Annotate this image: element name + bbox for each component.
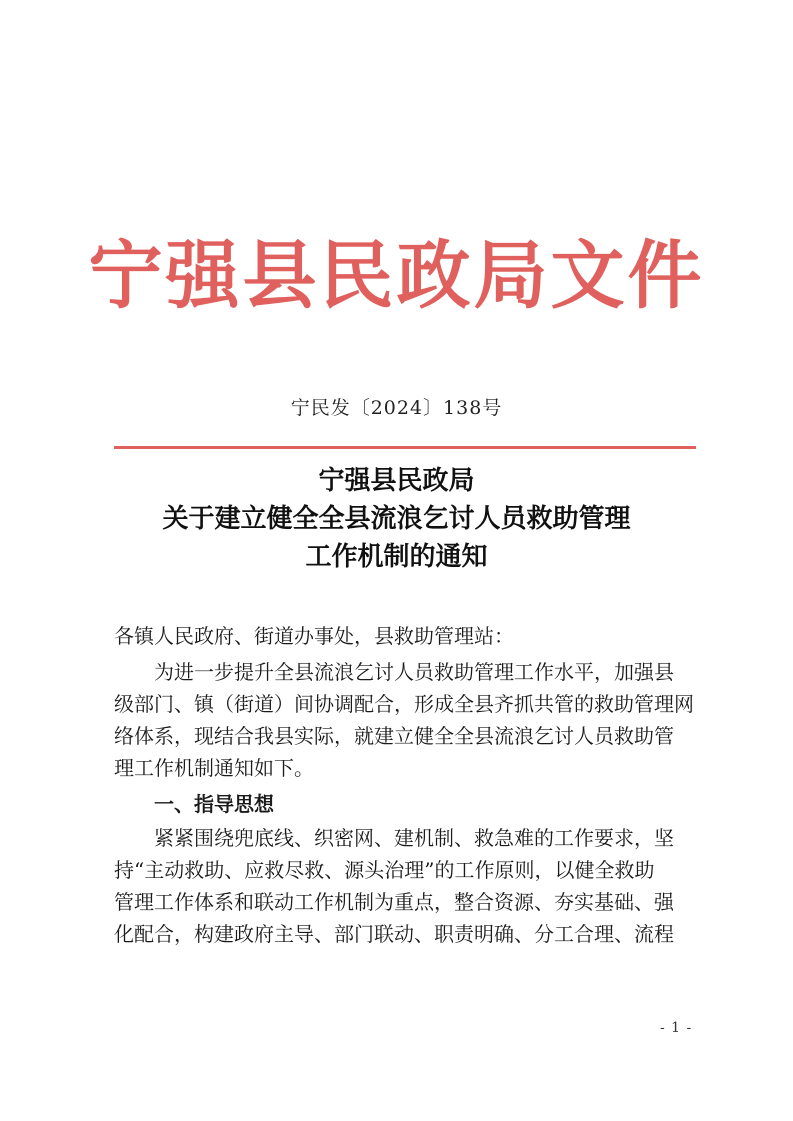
document-number: 宁民发〔2024〕138号 bbox=[290, 397, 503, 419]
intro-line: 为进一步提升全县流浪乞讨人员救助管理工作水平，加强县 bbox=[154, 660, 674, 684]
intro-paragraph bbox=[114, 656, 714, 784]
intro-line: 理工作机制通知如下。 bbox=[114, 756, 314, 780]
notice-title-line-1: 宁强县民政局 bbox=[318, 466, 475, 496]
section1-paragraph bbox=[114, 822, 714, 950]
red-divider-rule bbox=[114, 446, 696, 449]
section-heading-guiding-ideology: 一、指导思想 bbox=[154, 792, 274, 816]
notice-title-line-2: 关于建立健全全县流浪乞讨人员救助管理 bbox=[162, 504, 631, 534]
section1-line: 紧紧围绕兜底线、织密网、建机制、救急难的工作要求，坚 bbox=[154, 826, 674, 850]
notice-title bbox=[0, 462, 793, 576]
page-number: - 1 - bbox=[660, 1020, 693, 1036]
section1-line: 化配合，构建政府主导、部门联动、职责明确、分工合理、流程 bbox=[114, 922, 674, 946]
salutation: 各镇人民政府、街道办事处，县救助管理站： bbox=[114, 624, 514, 648]
intro-line: 级部门、镇（街道）间协调配合，形成全县齐抓共管的救助管理网 bbox=[114, 692, 694, 716]
document-body bbox=[114, 620, 714, 950]
intro-line: 络体系，现结合我县实际，就建立健全全县流浪乞讨人员救助管 bbox=[114, 724, 674, 748]
section1-line: 管理工作体系和联动工作机制为重点，整合资源、夯实基础、强 bbox=[114, 890, 674, 914]
section1-line: 持“主动救助、应救尽救、源头治理”的工作原则，以健全救助 bbox=[114, 858, 655, 882]
masthead-title: 宁强县民政局文件 bbox=[88, 233, 705, 319]
notice-title-line-3: 工作机制的通知 bbox=[305, 542, 488, 572]
